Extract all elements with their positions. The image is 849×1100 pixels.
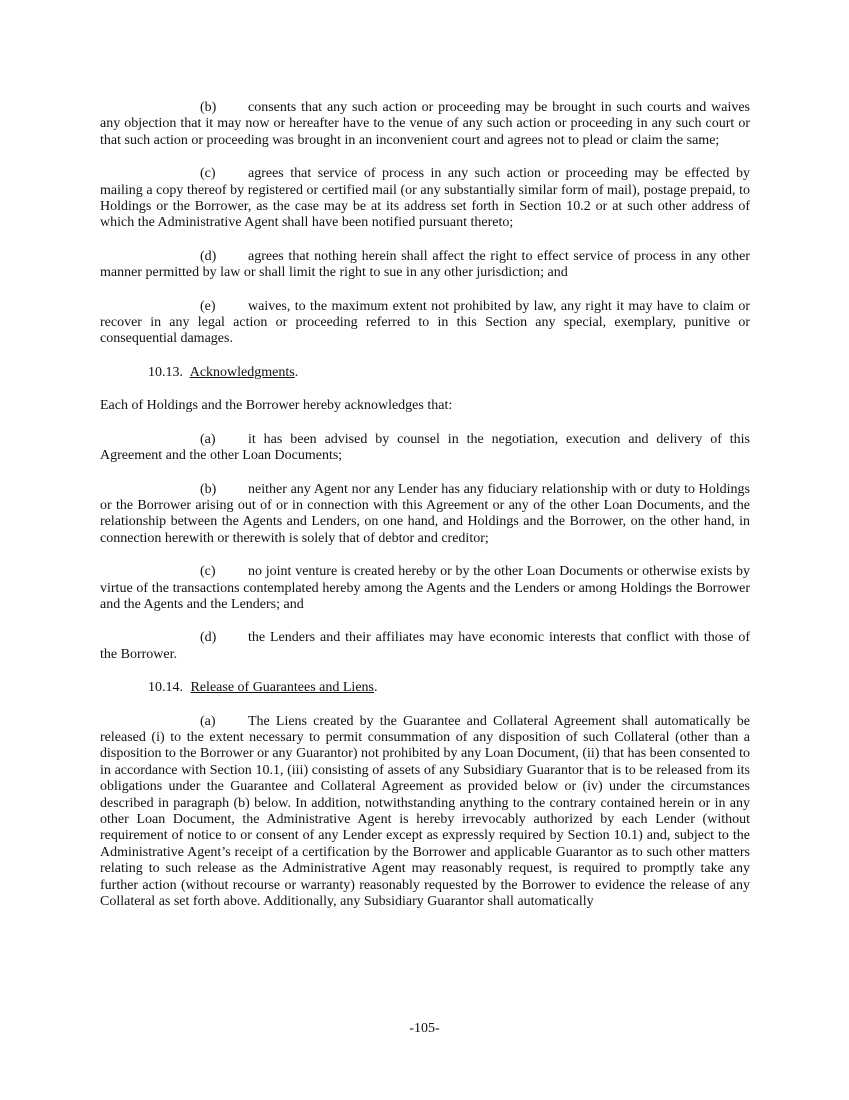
section-title: Release of Guarantees and Liens	[190, 680, 374, 696]
clause-text: consents that any such action or proceeding may be brought in such courts and waives any objection that it may now or hereafter have to the venue of any such action or proceeding in any such court or that such action or proceeding was brought in an inconvenient court and agrees not to plead or claim the same;	[100, 100, 750, 148]
clause-text: it has been advised by counsel in the negotiation, execution and delivery of this Agreement and the other Loan Documents;	[100, 431, 750, 464]
clause-marker: (c)	[200, 166, 216, 182]
ack-clause-b	[100, 482, 750, 548]
section-heading-10-13: 10.13. Acknowledgments.	[148, 364, 299, 380]
clause-marker: (b)	[200, 100, 217, 115]
ack-clause-c	[100, 564, 750, 613]
clause-marker: (e)	[200, 298, 216, 314]
clause-marker: (d)	[200, 630, 217, 646]
clause-d-other-manner	[100, 249, 750, 282]
clause-e-waives-damages	[100, 299, 750, 348]
section-heading-10-14: 10.14. Release of Guarantees and Liens.	[148, 680, 378, 696]
ack-clause-d	[100, 630, 750, 663]
clause-text: waives, to the maximum extent not prohibited by law, any right it may have to claim or recover in any legal action or proceeding referred to in this Section any special, exemplary, punitive or consequential damages.	[100, 298, 750, 347]
clause-c-service-of-process	[100, 166, 750, 232]
clause-text: the Lenders and their affiliates may have economic interests that conflict with those of the Borrower.	[100, 630, 750, 662]
clause-marker: (a)	[200, 713, 216, 729]
clause-text: agrees that service of process in any such action or proceeding may be effected by mailing a copy thereof by registered or certified mail (or any substantially similar form of mail), postage prepaid, to Holdings or the Borrower, as the case may be at its address set forth in Section 10.2 or at such other address of which the Administrative Agent shall have been notified pursuant thereto;	[100, 166, 750, 231]
clause-marker: (d)	[200, 248, 217, 264]
clause-text: no joint venture is created hereby or by the other Loan Documents or otherwise exists by virtue of the transactions contemplated hereby among the Agents and the Lenders or among Holdings the Borrower and the Agents and the Lenders; and	[100, 564, 750, 612]
section-intro: Each of Holdings and the Borrower hereby acknowledges that:	[100, 398, 453, 414]
clause-marker: (c)	[200, 564, 216, 580]
section-number: 10.13.	[148, 364, 183, 380]
section-number: 10.14.	[148, 680, 183, 696]
clause-text: agrees that nothing herein shall affect the right to effect service of process in any other manner permitted by law or shall limit the right to sue in any other jurisdiction; and	[100, 248, 750, 281]
release-clause-a	[100, 714, 750, 911]
ack-clause-a	[100, 432, 750, 465]
page-number: -105-	[409, 1021, 440, 1036]
clause-marker: (a)	[200, 431, 216, 447]
clause-b-consents	[100, 100, 750, 149]
clause-marker: (b)	[200, 481, 217, 497]
clause-text: The Liens created by the Guarantee and Collateral Agreement shall automatically be released (i) to the extent necessary to permit consummation of any disposition of such Collateral (other than a disposition to the Borrower or any Guarantor) not prohibited by any Loan Document, (ii) that has been consented to in accordance with Section 10.1, (iii) consisting of assets of any Subsidiary Guarantor that is to be released from its obligations under the Guarantee and Collateral Agreement as provided below or (iv) under the circumstances described in paragraph (b) below. In addition, notwithstanding anything to the contrary contained herein or in any other Loan Document, the Administrative Agent is hereby irrevocably authorized by each Lender (without requirement of notice to or consent of any Lender except as expressly required by Section 10.1) and, subject to the Administrative Agent’s receipt of a certification by the Borrower and applicable Guarantor as to such other matters relating to such release as the Administrative Agent may reasonably request, is required to promptly take any further action (without recourse or warranty) reasonably requested by the Borrower to evidence the release of any Collateral as set forth above. Additionally, any Subsidiary Guarantor shall automatically	[100, 713, 750, 910]
clause-text: neither any Agent nor any Lender has any fiduciary relationship with or duty to Holdings or the Borrower arising out of or in connection with this Agreement or any of the other Loan Documents, and the relationship between the Agents and Lenders, on one hand, and Holdings and the Borrower, on the other hand, in connection herewith or therewith is solely that of debtor and creditor;	[100, 481, 750, 546]
section-title: Acknowledgments	[189, 364, 295, 380]
